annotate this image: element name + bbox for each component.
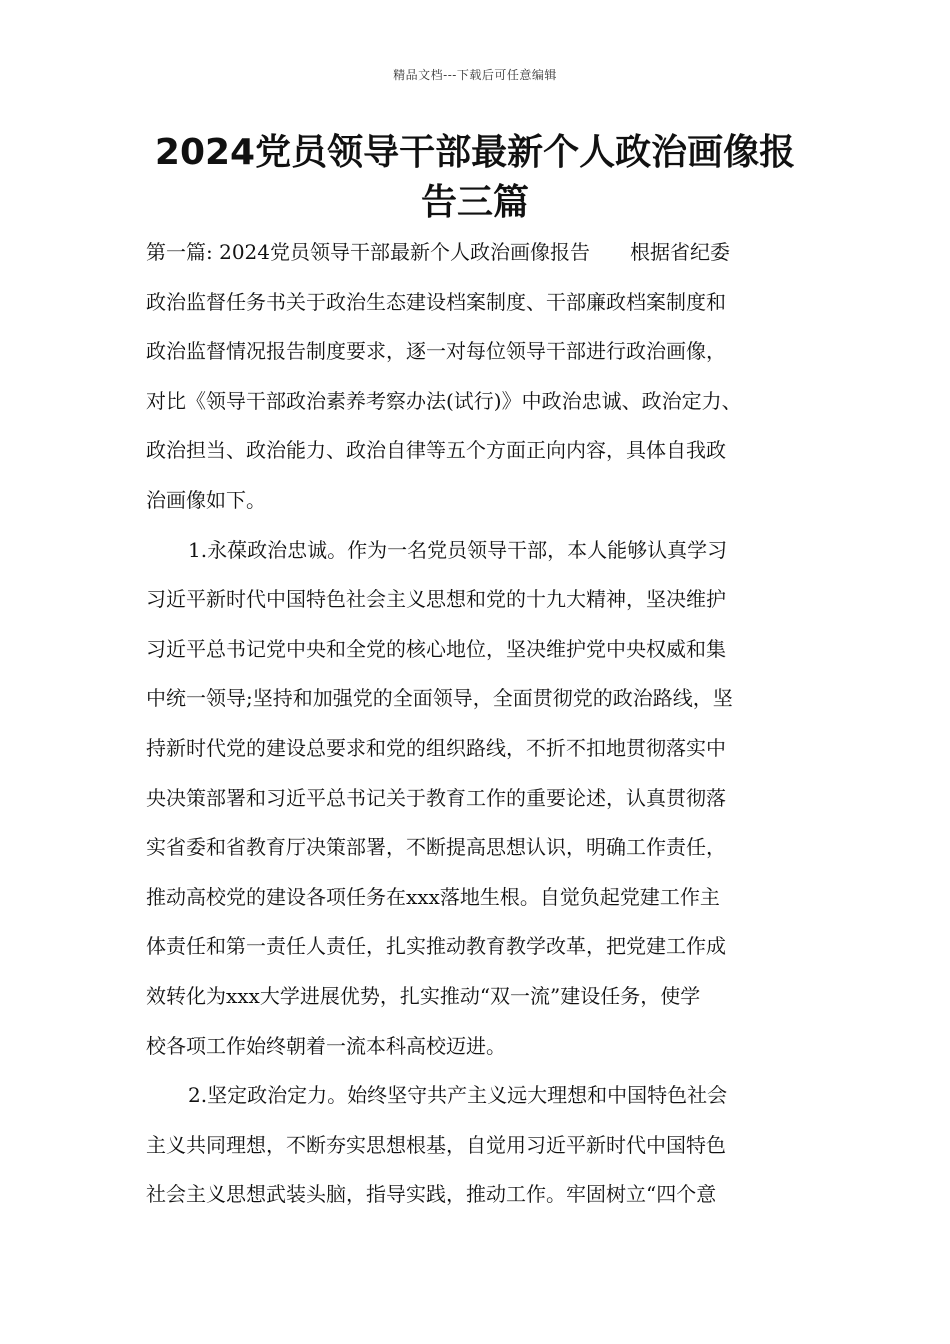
text-line: 治画像如下。: [146, 487, 266, 512]
text-line: 政治监督情况报告制度要求，逐一对每位领导干部进行政治画像，: [146, 339, 726, 364]
text-line: 推动高校党的建设各项任务在xxx落地生根。自觉负起党建工作主: [146, 884, 720, 909]
title-line: 告三篇: [420, 182, 529, 223]
paragraph-political-resolve: [146, 1071, 818, 1220]
text-line: 实省委和省教育厅决策部署，不断提高思想认识，明确工作责任，: [146, 835, 726, 860]
text-line: 持新时代党的建设总要求和党的组织路线，不折不扣地贯彻落实中: [146, 735, 726, 760]
text-line: 对比《领导干部政治素养考察办法(试行)》中政治忠诚、政治定力、: [146, 388, 742, 413]
intro-paragraph: [146, 228, 818, 526]
document-title: [100, 128, 850, 228]
title-line: 2024党员领导干部最新个人政治画像报: [154, 132, 796, 173]
text-line: 央决策部署和习近平总书记关于教育工作的重要论述，认真贯彻落: [146, 785, 726, 810]
text-line: 政治监督任务书关于政治生态建设档案制度、干部廉政档案制度和: [146, 289, 726, 314]
document-body: [146, 228, 818, 1220]
text-line: 效转化为xxx大学进展优势，扎实推动“双一流”建设任务，使学: [146, 983, 701, 1008]
text-line: 中统一领导;坚持和加强党的全面领导，全面贯彻党的政治路线，坚: [146, 686, 733, 711]
text-line: 2.坚定政治定力。始终坚守共产主义远大理想和中国特色社会: [188, 1083, 728, 1108]
text-line: 1.永葆政治忠诚。作为一名党员领导干部，本人能够认真学习: [188, 537, 728, 562]
text-line: 体责任和第一责任人责任，扎实推动教育教学改革，把党建工作成: [146, 934, 726, 959]
paragraph-political-loyalty: [146, 526, 818, 1072]
text-line: 习近平总书记党中央和全党的核心地位，坚决维护党中央权威和集: [146, 636, 726, 661]
text-line: 社会主义思想武装头脑，指导实践，推动工作。牢固树立“四个意: [146, 1182, 717, 1207]
text-line: 第一篇: 2024党员领导干部最新个人政治画像报告 根据省纪委: [146, 240, 730, 264]
text-line: 主义共同理想，不断夯实思想根基，自觉用习近平新时代中国特色: [146, 1132, 726, 1157]
text-line: 政治担当、政治能力、政治自律等五个方面正向内容，具体自我政: [146, 438, 726, 463]
header-note: 精品文档---下载后可任意编辑: [393, 68, 557, 82]
text-line: 校各项工作始终朝着一流本科高校迈进。: [146, 1033, 506, 1058]
text-line: 习近平新时代中国特色社会主义思想和党的十九大精神，坚决维护: [146, 587, 726, 612]
